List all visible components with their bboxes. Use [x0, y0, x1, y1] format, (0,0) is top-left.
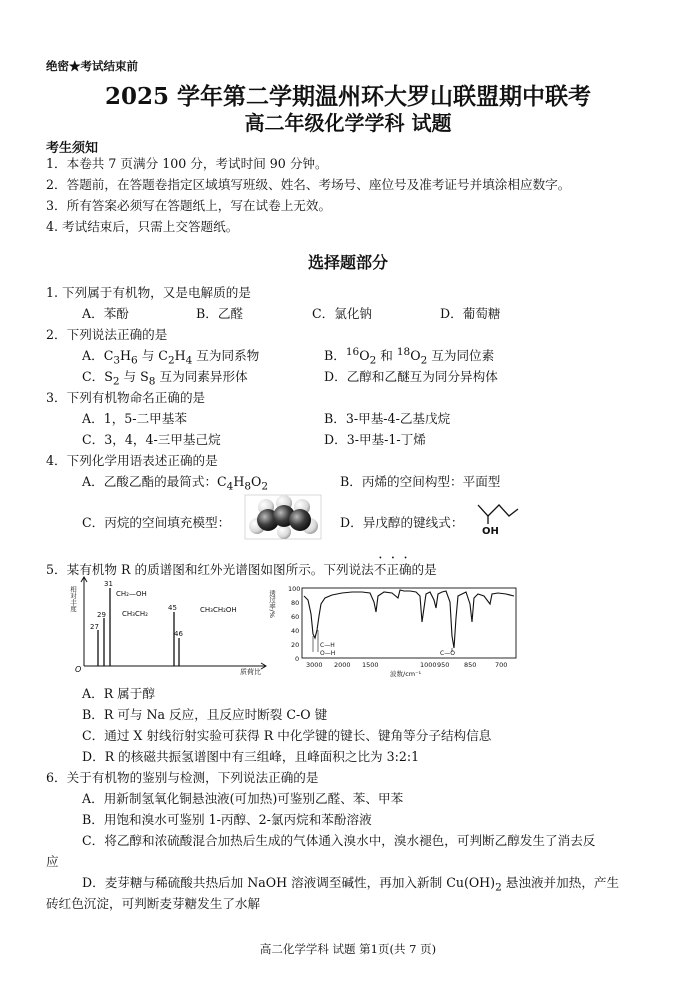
- q6-option-d-line2: 砖红色沉淀，可判断麦芽糖发生了水解: [46, 896, 261, 911]
- ms-xlabel: 质荷比: [240, 668, 261, 676]
- notice-item-2: 2．答题前，在答题卷指定区域填写班级、姓名、考场号、座位号及准考证号并填涂相应数字。: [46, 177, 571, 192]
- q2-option-c: C．$S_2$ 与 $S_8$ 互为同素异形体: [82, 369, 248, 388]
- ir-spectrum-curve: [304, 590, 514, 648]
- notice-item-4: 4. 考试结束后，只需上交答题纸。: [46, 219, 239, 234]
- q6-option-a: A．用新制氢氧化铜悬浊液(可加热)可鉴别乙醛、苯、甲苯: [82, 791, 404, 806]
- q3-option-a: A．1，5-二甲基苯: [82, 411, 187, 426]
- q4-option-c: C．丙烷的空间填充模型：: [82, 515, 231, 530]
- ir-xlabel: 波数/cm⁻¹: [390, 670, 422, 678]
- ir-ylabel: 透过率/%: [268, 590, 276, 618]
- q5-option-b: B．R 可与 Na 反应，且反应时断裂 C-O 键: [82, 707, 328, 722]
- ms-label-31: 31: [104, 580, 113, 588]
- q6-option-d-line1: D．麦芽糖与稀硫酸共热后加 NaOH 溶液调至碱性，再加入新制 $Cu(OH)_2$ 悬浊液并加热，产生: [82, 875, 620, 894]
- notice-item-1: 1．本卷共 7 页满分 100 分，考试时间 90 分钟。: [46, 156, 328, 171]
- ms-label-45: 45: [168, 604, 177, 612]
- q5-option-a: A．R 属于醇: [82, 686, 155, 701]
- ir-ytick-80: 80: [291, 599, 300, 607]
- q4-stem: 4．下列化学用语表述正确的是: [46, 453, 218, 468]
- section-title: 选择题部分: [307, 253, 388, 272]
- ir-bond-co: C—O: [440, 650, 455, 657]
- q6-option-c-line2: 应: [46, 854, 59, 869]
- ir-xtick-850: 850: [464, 661, 477, 669]
- ms-fragment-ch3ch2: CH₃CH₂: [122, 610, 148, 618]
- ir-xtick-700: 700: [495, 661, 508, 669]
- ms-origin: O: [75, 665, 82, 674]
- exam-title: 2025 学年第二学期温州环大罗山联盟期中联考: [104, 83, 592, 110]
- notice-item-3: 3．所有答案必须写在答题纸上，写在试卷上无效。: [46, 198, 332, 213]
- q3-option-d: D．3-甲基-1-丁烯: [324, 432, 426, 447]
- q6-option-c-line1: C．将乙醇和浓硫酸混合加热后生成的气体通入溴水中，溴水褪色，可判断乙醇发生了消去反: [82, 833, 596, 848]
- q4-option-a: A．乙酸乙酯的最简式：$C_4H_8O_2$: [82, 474, 269, 493]
- propane-space-filling-model: [244, 494, 322, 540]
- ms-fragment-ch2oh: CH₂—OH: [116, 590, 147, 598]
- q1-option-b: B．乙醛: [196, 306, 244, 321]
- exam-subtitle: 高二年级化学学科 试题: [244, 111, 452, 135]
- ir-xtick-3000: 3000: [306, 661, 323, 669]
- ir-spectrum-chart: [270, 578, 520, 678]
- ir-xtick-950: 950: [437, 661, 450, 669]
- q4-option-b: B．丙烯的空间构型：平面型: [340, 474, 501, 489]
- ir-ytick-40: 40: [291, 627, 300, 635]
- ir-xtick-1000: 1000: [420, 661, 437, 669]
- oh-label: OH: [482, 526, 499, 537]
- ms-label-46: 46: [174, 630, 183, 638]
- ms-label-29: 29: [97, 611, 106, 619]
- q3-option-b: B．3-甲基-4-乙基戊烷: [324, 411, 451, 426]
- ms-ylabel: 相对丰度: [69, 586, 77, 612]
- q6-stem: 6．关于有机物的鉴别与检测，下列说法正确的是: [46, 770, 319, 785]
- ir-ytick-100: 100: [288, 585, 301, 593]
- q1-stem: 1. 下列属于有机物，又是电解质的是: [46, 285, 251, 300]
- q2-option-a: A．$C_3H_6$ 与 $C_2H_4$ 互为同系物: [82, 348, 260, 367]
- isoamyl-alcohol-skeletal-formula: [474, 498, 522, 536]
- page-footer: 高二化学学科 试题 第1页(共 7 页): [259, 942, 437, 956]
- ms-fragment-ethanol: CH₃CH₂OH: [200, 606, 237, 614]
- q5-stem: 5．某有机物 R 的质谱图和红外光谱图如图所示。下列说法不正确的是: [46, 562, 437, 577]
- ir-ytick-0: 0: [295, 655, 300, 663]
- q1-option-d: D．葡萄糖: [440, 306, 501, 321]
- q3-option-c: C．3，4，4-三甲基己烷: [82, 432, 221, 447]
- ir-xtick-2000: 2000: [334, 661, 351, 669]
- q1-option-a: A．苯酚: [82, 306, 129, 321]
- q1-option-c: C．氯化钠: [312, 306, 373, 321]
- q3-stem: 3．下列有机物命名正确的是: [46, 390, 206, 405]
- ms-label-27: 27: [90, 623, 99, 631]
- q5-option-d: D．R 的核磁共振氢谱图中有三组峰，且峰面积之比为 3:2:1: [82, 749, 420, 764]
- ir-bond-ch: C—H: [320, 642, 335, 649]
- ir-ytick-60: 60: [291, 613, 300, 621]
- q2-option-d: D．乙醇和乙醚互为同分异构体: [324, 369, 498, 384]
- ir-ytick-20: 20: [291, 641, 300, 649]
- secret-label: 绝密★考试结束前: [46, 59, 138, 73]
- notice-heading: 考生须知: [46, 141, 99, 156]
- q5-option-c: C．通过 X 射线衍射实验可获得 R 中化学键的键长、键角等分子结构信息: [82, 728, 492, 743]
- q6-option-b: B．用饱和溴水可鉴别 1-丙醇、2-氯丙烷和苯酚溶液: [82, 812, 372, 827]
- ir-bond-oh: O—H: [320, 650, 336, 657]
- q4-option-d: D．异戊醇的键线式：: [340, 515, 464, 530]
- q2-option-b: B．$^{16}O_2$ 和 $^{18}O_2$ 互为同位素: [324, 345, 495, 367]
- ir-xtick-1500: 1500: [362, 661, 379, 669]
- mass-spectrum-chart: [70, 574, 270, 674]
- q2-stem: 2．下列说法正确的是: [46, 327, 168, 342]
